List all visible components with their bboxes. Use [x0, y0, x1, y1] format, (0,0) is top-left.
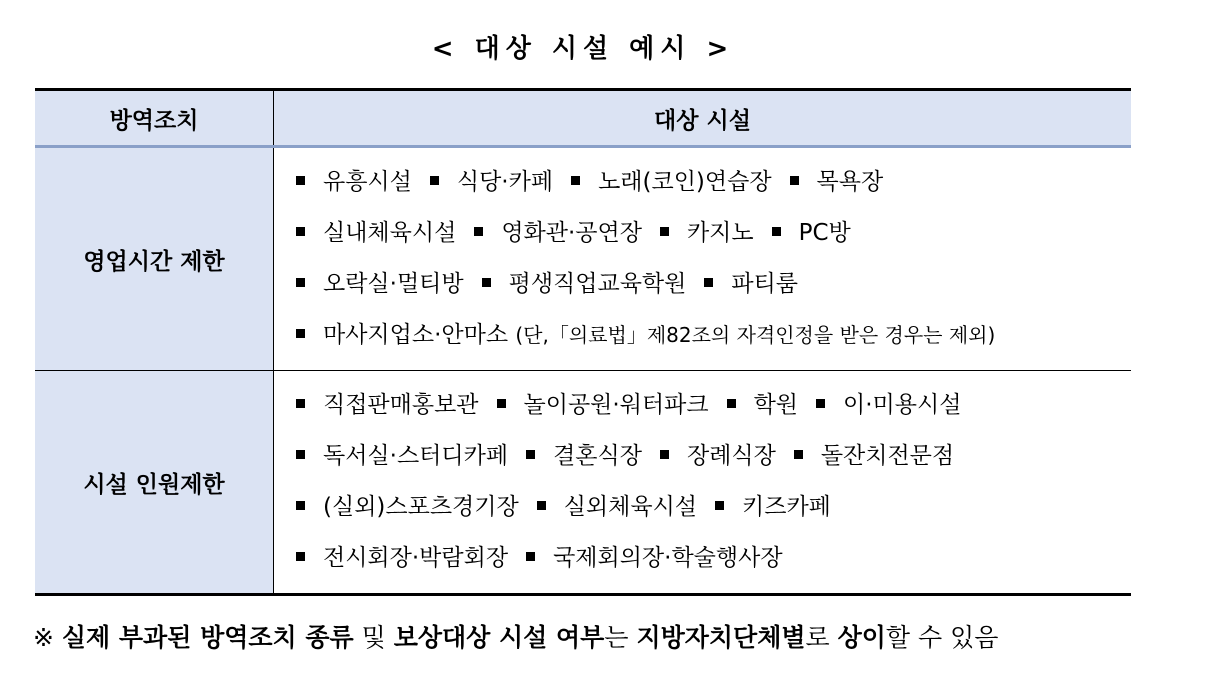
note-text-bold: 지방자치단체별: [636, 623, 806, 652]
square-bullet-icon: [704, 278, 713, 287]
facility-list: [274, 157, 1131, 361]
table-row: [35, 371, 1131, 595]
facility-item: 노래(코인)연습장: [598, 169, 772, 195]
facility-line: [296, 259, 1131, 310]
note-text: 로: [805, 623, 838, 652]
facility-line: [296, 380, 1131, 431]
note-text: 할 수 있음: [885, 623, 999, 652]
note-text: 및: [353, 623, 394, 652]
footnote: [33, 618, 998, 654]
facility-line: [296, 157, 1131, 208]
facility-item: 이·미용시설: [843, 392, 962, 418]
square-bullet-icon: [296, 501, 305, 510]
square-bullet-icon: [296, 450, 305, 459]
square-bullet-icon: [772, 227, 781, 236]
note-text-bold: 실제 부과된 방역조치 종류: [61, 623, 354, 652]
facility-item: 카지노: [686, 220, 754, 246]
facility-line: [296, 533, 1131, 584]
facility-item: 독서실·스터디카페: [323, 443, 509, 469]
header-facilities: 대상 시설: [274, 90, 1132, 147]
square-bullet-icon: [296, 329, 305, 338]
square-bullet-icon: [660, 450, 669, 459]
facility-item: 돌잔치전문점: [820, 443, 955, 469]
facility-item: 직접판매홍보관: [323, 392, 479, 418]
facility-item: (실외)스포츠경기장: [323, 494, 519, 520]
facility-cell: [274, 147, 1132, 371]
facility-line: [296, 482, 1131, 533]
note-text-bold: 보상대상 시설 여부: [393, 623, 605, 652]
facility-item: 학원: [753, 392, 799, 418]
square-bullet-icon: [660, 227, 669, 236]
square-bullet-icon: [474, 227, 483, 236]
square-bullet-icon: [727, 399, 736, 408]
facility-item: 평생직업교육학원: [508, 271, 687, 297]
facility-item: 놀이공원·워터파크: [523, 392, 709, 418]
facility-cell: [274, 371, 1132, 595]
note-text: 는: [604, 623, 637, 652]
note-mark: ※: [33, 623, 54, 652]
square-bullet-icon: [296, 399, 305, 408]
facility-item: 영화관·공연장: [501, 220, 642, 246]
square-bullet-icon: [430, 176, 439, 185]
facility-line: [296, 431, 1131, 482]
square-bullet-icon: [296, 278, 305, 287]
square-bullet-icon: [571, 176, 580, 185]
facility-list: [274, 380, 1131, 584]
facility-item: 국제회의장·학술행사장: [553, 545, 783, 571]
measure-cell: 영업시간 제한: [35, 147, 274, 371]
table-header-row: [35, 90, 1131, 147]
facility-item: 유흥시설: [323, 169, 412, 195]
facility-item: 실외체육시설: [563, 494, 698, 520]
square-bullet-icon: [296, 176, 305, 185]
facility-line: [296, 208, 1131, 259]
square-bullet-icon: [790, 176, 799, 185]
facility-item: 장례식장: [686, 443, 776, 469]
facility-line: [296, 310, 1131, 361]
square-bullet-icon: [537, 501, 546, 510]
facility-item: 파티룸: [731, 271, 799, 297]
facility-item: 마사지업소·안마소: [323, 322, 509, 348]
square-bullet-icon: [816, 399, 825, 408]
measure-cell: 시설 인원제한: [35, 371, 274, 595]
square-bullet-icon: [794, 450, 803, 459]
page-title: < 대상 시설 예시 >: [431, 34, 735, 64]
square-bullet-icon: [482, 278, 491, 287]
exception-note: (단,「의료법」제82조의 자격인정을 받은 경우는 제외): [515, 323, 996, 347]
header-measure: 방역조치: [35, 90, 274, 147]
square-bullet-icon: [497, 399, 506, 408]
facility-table: [35, 88, 1131, 596]
square-bullet-icon: [296, 552, 305, 561]
square-bullet-icon: [526, 552, 535, 561]
facility-item: 결혼식장: [553, 443, 642, 469]
table-row: [35, 147, 1131, 371]
facility-item: 실내체육시설: [323, 220, 457, 246]
facility-item: PC방: [798, 220, 851, 246]
facility-item: 식당·카페: [456, 169, 554, 195]
square-bullet-icon: [296, 227, 305, 236]
facility-item: 오락실·멀티방: [323, 271, 464, 297]
square-bullet-icon: [715, 501, 724, 510]
facility-item: 키즈카페: [742, 494, 831, 520]
facility-item: 목욕장: [816, 169, 884, 195]
square-bullet-icon: [526, 450, 535, 459]
facility-item: 전시회장·박람회장: [323, 545, 509, 571]
note-text-bold: 상이: [837, 623, 886, 652]
